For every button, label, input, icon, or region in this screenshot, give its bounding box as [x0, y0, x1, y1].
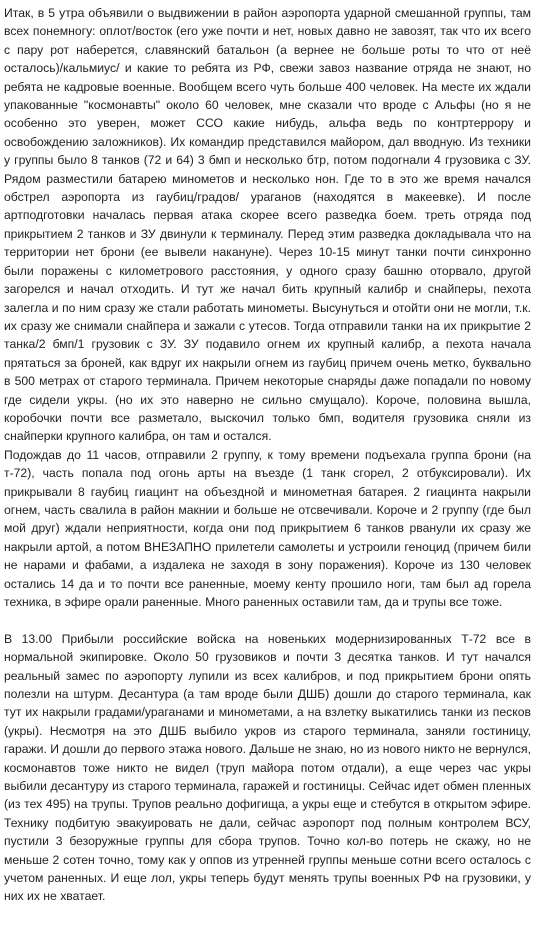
paragraph-russian-forces: В 13.00 Прибыли российские войска на новеньких модернизированных Т-72 все в нормальной экипировке. Около 50 грузовиков и почти 3 десятка танков. И тут начался реальный замес по аэропорту лупили из всех калибров, и под прикрытием брони опять полезли на штурм. Десантура (а там вроде были ДШБ) дошли до старого терминала, как тут их накрыли градами/ураганами и минометами, а на взлетку выкатились танки из песков (укры). Несмотря на это ДШБ выбило укров из старого терминала, заняли гостиницу, гаражи. И дошли до первого этажа нового. Дальше не знаю, но из нового никто не вернулся, космонавтов тоже никто не видел (труп майора потом отдали), а еще через час укры выбили десантуру из старого терминала, гаражей и гостиницы. Сейчас идет обмен пленных (из тех 495) на трупы. Трупов реально дофигища, а укры еще и стебутся в открытом эфире. Технику подбитую эвакуировать не дали, сейчас аэропорт под полным контролем ВСУ, пустили 3 безоружные группы для сбора трупов. Точно кол-во потерь не скажу, но не меньше 2 сотен точно, тому как у оппов из утренней группы меньше сотни всего осталось с учетом раненных. И еще лол, укры теперь будут менять трупы военных РФ на грузовики, у них их не хватает. — [4, 631, 531, 904]
paragraph-second-group: Подождав до 11 часов, отправили 2 группу, к тому времени подъехала группа брони (на т-72), часть попала под огонь арты на въезде (1 танк сгорел, 2 отбуксировали). Их прикрывали 8 гаубиц гиацинт на объездной и минометная батарея. 2 гиацинта накрыли огнем, часть свалила в район макнии и больше не отсвечивали. Короче и 2 группу (где был мой друг) ждали неприятности, когда они под прикрытием 6 танков рванули их сразу же накрыли артой, а потом ВНЕЗАПНО прилетели самолеты и устроили геноцид (причем били не нарами и фабами, а издалека не заходя в зону поражения). Короче из 130 человек остались 14 да и то почти все раненные, моему кенту прошило ноги, там был ад горела техника, в эфире орали раненные. Много раненных оставили там, да и трупы все тоже. — [4, 447, 531, 609]
paragraph-spacer — [4, 611, 531, 629]
paragraph-morning-assault: Итак, в 5 утра объявили о выдвижении в район аэропорта ударной смешанной группы, там всех понемногу: оплот/восток (его уже почти и нет, новых давно не завозят, так что их всего с пару рот наберется, славянский батальон (а вернее не больше роты то что от неё осталось)/кальмиус/ и какие то ребята из РФ, свежи завоз название отряда не знают, но ребята не кадровые военные. Вообщем всего чуть больше 400 человек. На месте их ждали упакованные "космонавты" около 60 человек, мне сказали что вроде с Альфы (но я не особенно это уверен, может ССО какие нибудь, альфа ведь по контртеррору и освобождению заложников). Их командир представился майором, дал вводную. Из техники у группы было 8 танков (72 и 64) 3 бмп и несколько бтр, потом подогнали 4 грузовика с ЗУ. Рядом разместили батарею минометов и несколько нон. Где то в это же время начался обстрел аэропорта из гаубиц/градов/ ураганов (находятся в макеевке). И после артподготовки началась первая атака скорее всего разведка боем. треть отряда под прикрытием 2 танков и ЗУ двинули к терминалу. Перед этим разведка докладывала что на территории нет брони (ее вывели накануне). Через 10-15 минут танки почти синхронно были поражены с километрового расстояния, у одного сразу башню оторвало, другой загорелся и начал отходить. И тут же начал бить крупный калибр и снайперы, пехота залегла и по ним сразу же стали работать минометы. Высунуться и отойти они не могли, т.к. их сразу же снимали снайпера и зажали с утесов. Тогда отправили танки на их прикрытие 2 танка/2 бмп/1 грузовик с ЗУ. ЗУ подавило огнем их крупный калибр, а пехота начала прятаться за броней, как вдруг их накрыли огнем из гаубиц причем очень метко, буквально в 500 метрах от старого терминала. Причем некоторые снаряды даже попадали по новому где сидели укры. (но их это наверно не сильно смущало). Короче, половина вышла, коробочки почти все разметало, выскочил только бмп, водителя грузовика сняли из снайперки крупного калибра, он там и остался. — [4, 6, 531, 444]
